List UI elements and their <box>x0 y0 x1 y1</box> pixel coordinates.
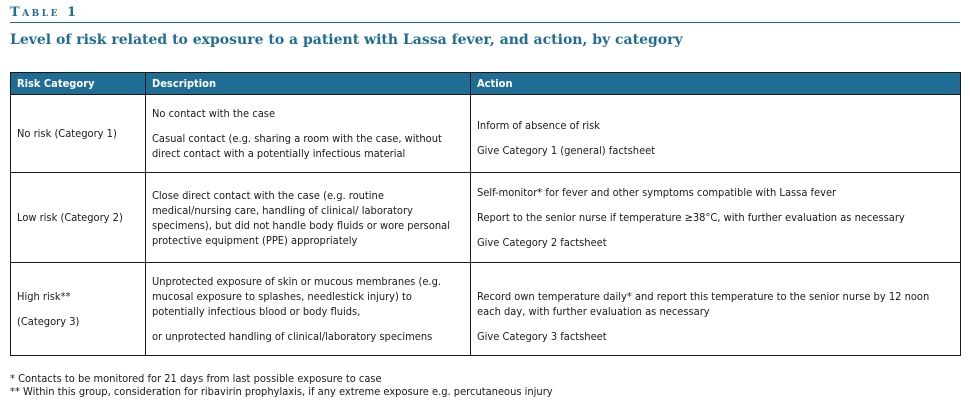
column-header-description: Description <box>146 73 471 95</box>
risk-category-text: High risk** <box>17 290 71 303</box>
action-text: Give Category 1 (general) factsheet <box>477 144 656 157</box>
risk-category-cell <box>11 95 146 173</box>
action-text: Record own temperature daily* and report this temperature to the senior nurse by 12 noon each day, with further evaluation as necessary <box>477 289 930 318</box>
action-text: Give Category 2 factsheet <box>477 236 607 249</box>
table-row <box>11 95 961 173</box>
table-label: Table 1 <box>10 5 79 20</box>
description-text: No contact with the case <box>152 107 276 120</box>
description-cell <box>146 263 471 356</box>
table-row <box>11 173 961 263</box>
risk-table <box>10 72 961 356</box>
column-header-action: Action <box>471 73 961 95</box>
footnote-double-asterisk: ** Within this group, consideration for ribavirin prophylaxis, if any extreme exposure e.g. percutaneous injury <box>10 385 553 398</box>
action-cell <box>471 95 961 173</box>
description-cell <box>146 95 471 173</box>
action-text: Self-monitor* for fever and other symptoms compatible with Lassa fever <box>477 186 837 199</box>
risk-category-cell <box>11 173 146 263</box>
column-header-risk-category: Risk Category <box>11 73 146 95</box>
footnotes <box>10 372 553 398</box>
description-text: Unprotected exposure of skin or mucous membranes (e.g. mucosal exposure to splashes, needlestick injury) to potentially infectious blood or body fluids, <box>152 275 442 318</box>
action-text: Give Category 3 factsheet <box>477 329 607 343</box>
action-cell <box>471 173 961 263</box>
description-text: or unprotected handling of clinical/laboratory specimens <box>152 330 433 343</box>
action-text: Report to the senior nurse if temperature ≥38°C, with further evaluation as necessary <box>477 211 905 224</box>
table-title: Level of risk related to exposure to a patient with Lassa fever, and action, by category <box>10 32 683 48</box>
header-rule <box>10 22 960 23</box>
footnote-single-asterisk: * Contacts to be monitored for 21 days from last possible exposure to case <box>10 372 382 385</box>
description-cell <box>146 173 471 263</box>
description-text: Close direct contact with the case (e.g. routine medical/nursing care, handling of clinical/ laboratory specimens), but did not handle body fluids or wore personal protective equipment (PPE) appropriately <box>152 188 450 247</box>
table-row <box>11 263 961 356</box>
risk-category-text: Low risk (Category 2) <box>17 211 123 224</box>
risk-category-text: No risk (Category 1) <box>17 127 117 140</box>
risk-category-cell <box>11 263 146 356</box>
description-text: Casual contact (e.g. sharing a room with the case, without direct contact with a potentially infectious material <box>152 132 442 160</box>
action-text: Inform of absence of risk <box>477 119 600 132</box>
table-header-row <box>11 73 961 95</box>
risk-category-text: (Category 3) <box>17 315 80 328</box>
action-cell <box>471 263 961 356</box>
